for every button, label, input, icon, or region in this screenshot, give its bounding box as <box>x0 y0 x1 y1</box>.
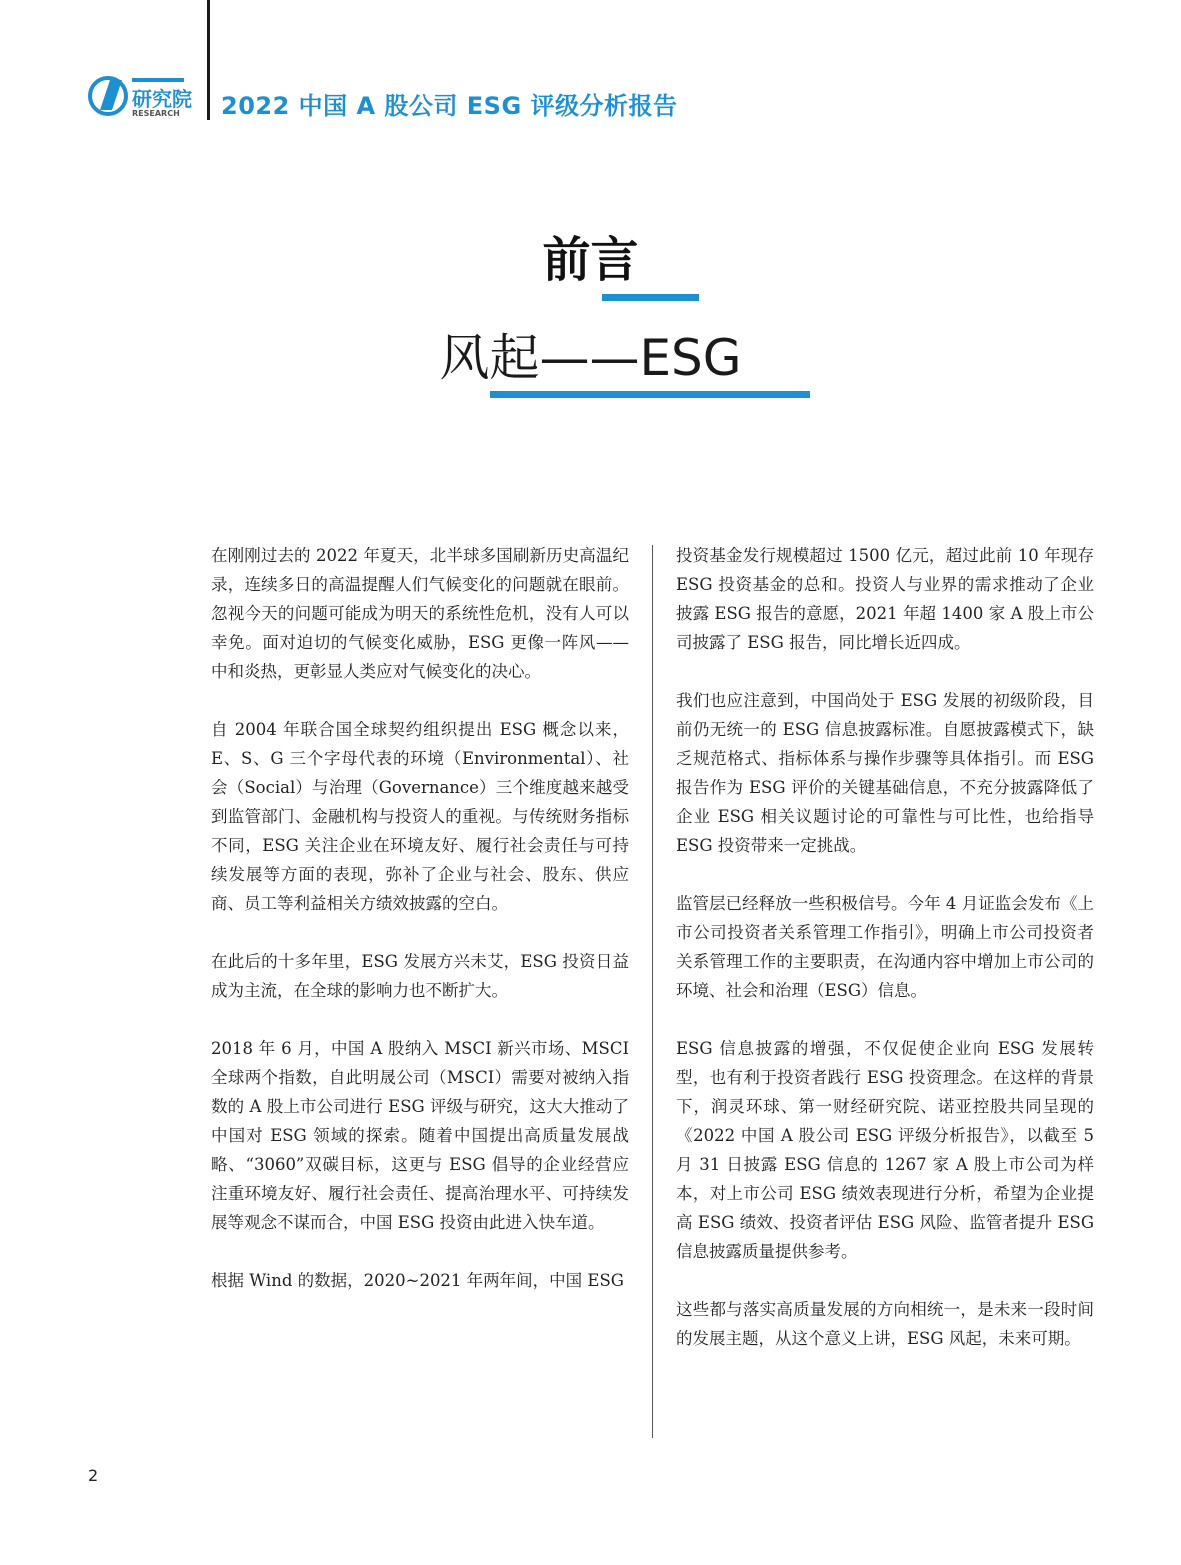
paragraph: 这些都与落实高质量发展的方向相统一，是未来一段时间的发展主题，从这个意义上讲，ESG 风起，未来可期。 <box>676 1300 1094 1348</box>
paragraph: 投资基金发行规模超过 1500 亿元，超过此前 10 年现存 ESG 投资基金的总和。投资人与业界的需求推动了企业披露 ESG 报告的意愿，2021 年超 1400 家 A 股上市公司披露了 ESG 报告，同比增长近四成。 <box>676 546 1094 652</box>
paragraph: 根据 Wind 的数据，2020~2021 年两年间，中国 ESG <box>211 1271 624 1290</box>
header-divider <box>207 0 210 120</box>
research-logo <box>88 72 200 120</box>
left-column <box>211 541 629 1324</box>
preface-subtitle: 风起——ESG <box>439 329 742 387</box>
paragraph: 在刚刚过去的 2022 年夏天，北半球多国刷新历史高温纪录，连续多日的高温提醒人们气候变化的问题就在眼前。忽视今天的问题可能成为明天的系统性危机，没有人可以幸免。面对迫切的气候变化威胁，ESG 更像一阵风——中和炎热，更彰显人类应对气候变化的决心。 <box>211 546 629 681</box>
paragraph: 我们也应注意到，中国尚处于 ESG 发展的初级阶段，目前仍无统一的 ESG 信息披露标准。自愿披露模式下，缺乏规范格式、指标体系与操作步骤等具体指引。而 ESG 报告作为 ESG 评价的关键基础信息，不充分披露降低了企业 ESG 相关议题讨论的可靠性与可比性，也给指导 ESG 投资带来一定挑战。 <box>676 691 1094 855</box>
preface-heading-underline <box>602 294 699 301</box>
report-title: 2022 中国 A 股公司 ESG 评级分析报告 <box>221 92 678 120</box>
paragraph: 2018 年 6 月，中国 A 股纳入 MSCI 新兴市场、MSCI 全球两个指数，自此明晟公司（MSCI）需要对被纳入指数的 A 股上市公司进行 ESG 评级与研究，这大大推动了中国对 ESG 领域的探索。随着中国提出高质量发展战略、“3060”双碳目标，这更与 ESG 倡导的企业经营应注重环境友好、履行社会责任、提高治理水平、可持续发展等观念不谋而合，中国 ESG 投资由此进入快车道。 <box>211 1039 629 1232</box>
paragraph: 自 2004 年联合国全球契约组织提出 ESG 概念以来，E、S、G 三个字母代表的环境（Environmental）、社会（Social）与治理（Governance）三个维度越来越受到监管部门、金融机构与投资人的重视。与传统财务指标不同，ESG 关注企业在环境友好、履行社会责任与可持续发展等方面的表现，弥补了企业与社会、股东、供应商、员工等利益相关方绩效披露的空白。 <box>211 720 629 913</box>
paragraph: ESG 信息披露的增强，不仅促使企业向 ESG 发展转型，也有利于投资者践行 ESG 投资理念。在这样的背景下，润灵环球、第一财经研究院、诺亚控股共同呈现的《2022 中国 A 股公司 ESG 评级分析报告》，以截至 5 月 31 日披露 ESG 信息的 1267 家 A 股上市公司为样本，对上市公司 ESG 绩效表现进行分析，希望为企业提高 ESG 绩效、投资者评估 ESG 风险、监管者提升 ESG 信息披露质量提供参考。 <box>676 1039 1094 1261</box>
page-number: 2 <box>88 1466 99 1485</box>
preface-heading: 前言 <box>542 232 639 288</box>
column-divider <box>652 545 653 1438</box>
paragraph: 在此后的十多年里，ESG 发展方兴未艾，ESG 投资日益成为主流，在全球的影响力也不断扩大。 <box>211 952 629 1000</box>
right-column <box>676 541 1094 1382</box>
paragraph: 监管层已经释放一些积极信号。今年 4 月证监会发布《上市公司投资者关系管理工作指引》，明确上市公司投资者关系管理工作的主要职责，在沟通内容中增加上市公司的环境、社会和治理（ESG）信息。 <box>676 894 1094 1000</box>
preface-subtitle-underline <box>490 391 810 398</box>
svg-text:RESEARCH: RESEARCH <box>132 109 180 118</box>
svg-text:研究院: 研究院 <box>132 87 192 111</box>
